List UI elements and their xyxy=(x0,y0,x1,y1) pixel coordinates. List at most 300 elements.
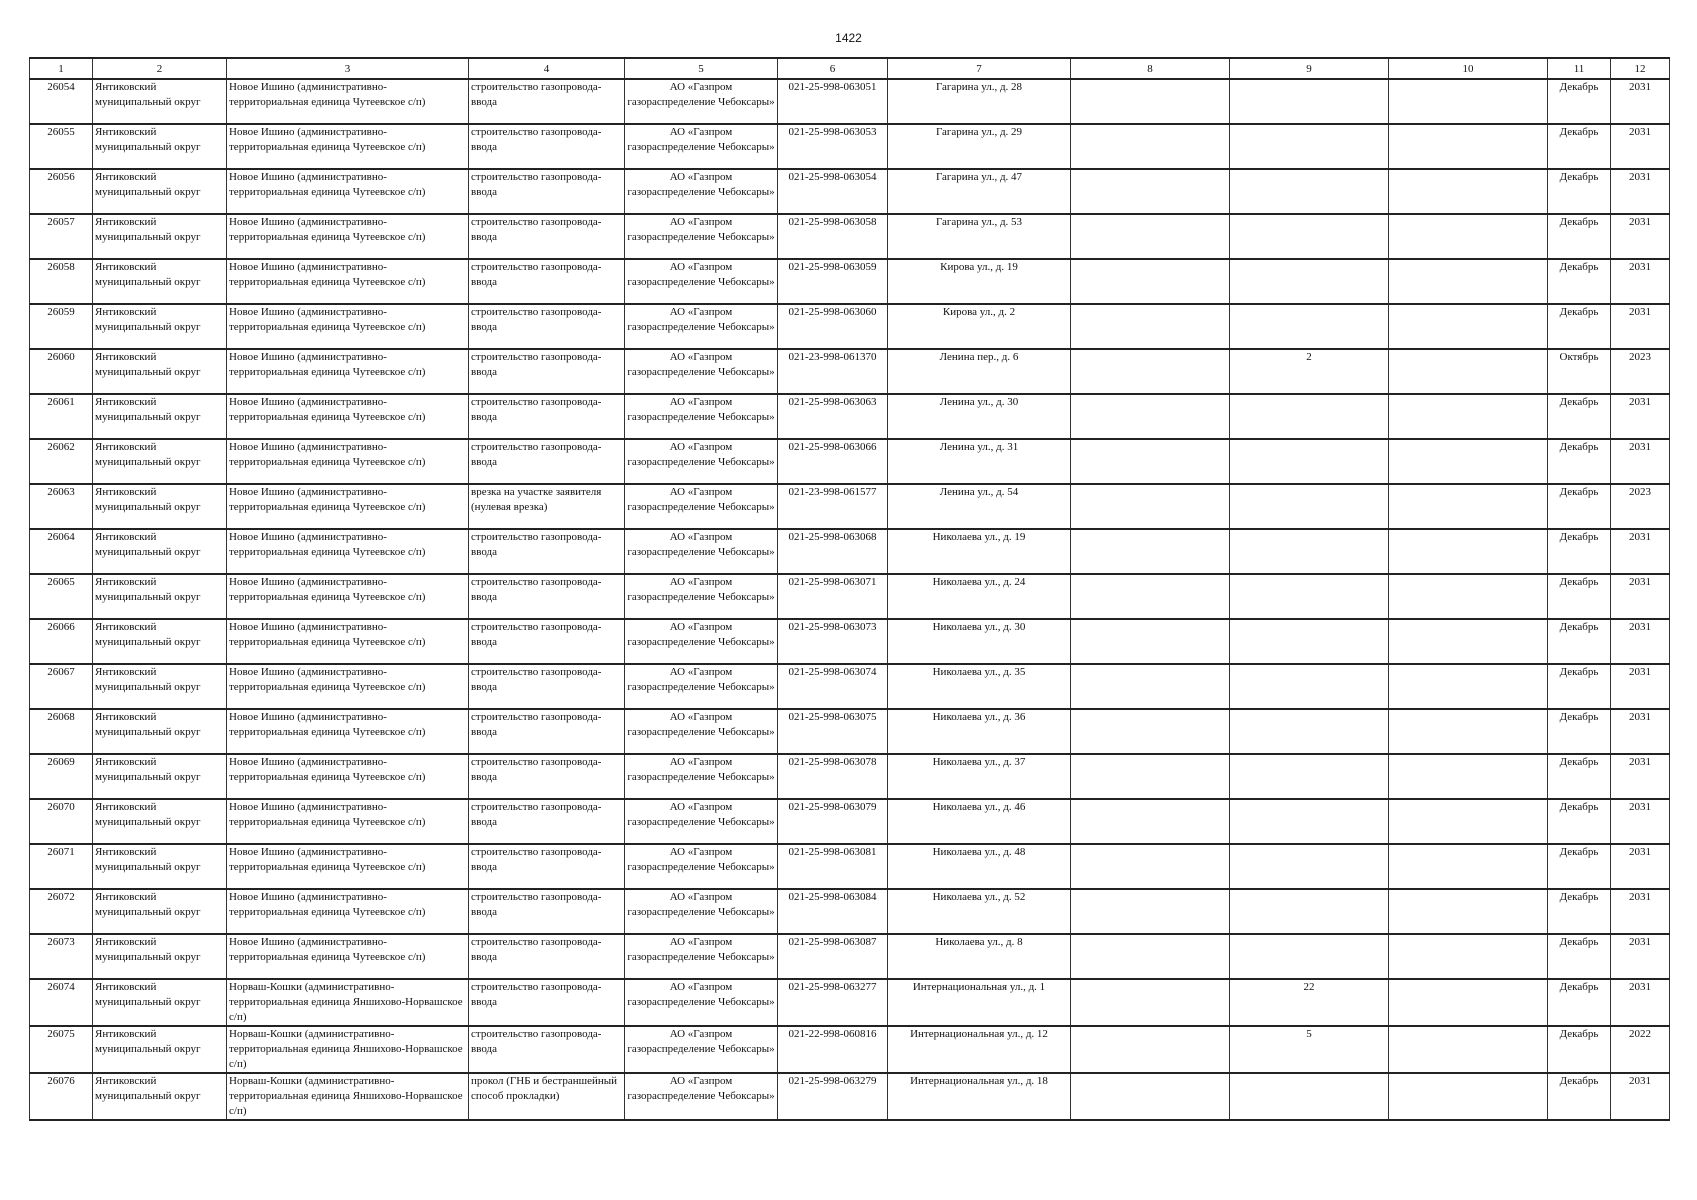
column-8-cell xyxy=(1071,394,1230,439)
month-cell: Декабрь xyxy=(1548,574,1611,619)
application-code-cell: 021-25-998-063059 xyxy=(778,259,888,304)
work-type-cell: строительство газопровода-ввода xyxy=(469,304,625,349)
settlement-cell: Норваш-Кошки (административно-территориальная единица Яншихово-Норвашское с/п) xyxy=(227,979,469,1026)
organization-cell: АО «Газпром газораспределение Чебоксары» xyxy=(625,169,778,214)
work-type-cell: строительство газопровода-ввода xyxy=(469,754,625,799)
address-cell: Ленина пер., д. 6 xyxy=(888,349,1071,394)
district-cell: Янтиковский муниципальный округ xyxy=(93,844,227,889)
district-cell: Янтиковский муниципальный округ xyxy=(93,484,227,529)
address-cell: Николаева ул., д. 30 xyxy=(888,619,1071,664)
table-row xyxy=(30,349,1670,394)
column-9-cell xyxy=(1230,844,1389,889)
column-8-cell xyxy=(1071,349,1230,394)
column-8-cell xyxy=(1071,529,1230,574)
row-number: 26071 xyxy=(30,844,93,889)
district-cell: Янтиковский муниципальный округ xyxy=(93,214,227,259)
organization-cell: АО «Газпром газораспределение Чебоксары» xyxy=(625,664,778,709)
column-9-cell xyxy=(1230,214,1389,259)
organization-cell: АО «Газпром газораспределение Чебоксары» xyxy=(625,934,778,979)
header-row xyxy=(30,58,1670,79)
column-10-cell xyxy=(1389,394,1548,439)
month-cell: Декабрь xyxy=(1548,889,1611,934)
month-cell: Декабрь xyxy=(1548,709,1611,754)
table-row xyxy=(30,394,1670,439)
settlement-cell: Новое Ишино (административно-территориальная единица Чутеевское с/п) xyxy=(227,619,469,664)
organization-cell: АО «Газпром газораспределение Чебоксары» xyxy=(625,979,778,1026)
settlement-cell: Новое Ишино (административно-территориальная единица Чутеевское с/п) xyxy=(227,79,469,124)
district-cell: Янтиковский муниципальный округ xyxy=(93,349,227,394)
column-8-cell xyxy=(1071,439,1230,484)
column-header-2: 2 xyxy=(93,58,227,79)
application-code-cell: 021-25-998-063074 xyxy=(778,664,888,709)
column-9-cell xyxy=(1230,169,1389,214)
application-code-cell: 021-25-998-063053 xyxy=(778,124,888,169)
column-8-cell xyxy=(1071,664,1230,709)
district-cell: Янтиковский муниципальный округ xyxy=(93,574,227,619)
column-8-cell xyxy=(1071,484,1230,529)
district-cell: Янтиковский муниципальный округ xyxy=(93,799,227,844)
row-number: 26076 xyxy=(30,1073,93,1120)
year-cell: 2031 xyxy=(1611,934,1670,979)
application-code-cell: 021-25-998-063277 xyxy=(778,979,888,1026)
application-code-cell: 021-25-998-063051 xyxy=(778,79,888,124)
district-cell: Янтиковский муниципальный округ xyxy=(93,304,227,349)
month-cell: Декабрь xyxy=(1548,799,1611,844)
address-cell: Николаева ул., д. 37 xyxy=(888,754,1071,799)
column-9-cell: 2 xyxy=(1230,349,1389,394)
column-header-7: 7 xyxy=(888,58,1071,79)
column-8-cell xyxy=(1071,1026,1230,1073)
organization-cell: АО «Газпром газораспределение Чебоксары» xyxy=(625,1073,778,1120)
month-cell: Декабрь xyxy=(1548,934,1611,979)
month-cell: Декабрь xyxy=(1548,259,1611,304)
organization-cell: АО «Газпром газораспределение Чебоксары» xyxy=(625,439,778,484)
application-code-cell: 021-23-998-061577 xyxy=(778,484,888,529)
row-number: 26059 xyxy=(30,304,93,349)
year-cell: 2031 xyxy=(1611,214,1670,259)
column-header-3: 3 xyxy=(227,58,469,79)
row-number: 26056 xyxy=(30,169,93,214)
column-header-1: 1 xyxy=(30,58,93,79)
column-header-8: 8 xyxy=(1071,58,1230,79)
column-9-cell xyxy=(1230,574,1389,619)
month-cell: Декабрь xyxy=(1548,214,1611,259)
gas-connection-registry-table xyxy=(29,57,1670,1121)
column-header-10: 10 xyxy=(1389,58,1548,79)
work-type-cell: строительство газопровода-ввода xyxy=(469,259,625,304)
organization-cell: АО «Газпром газораспределение Чебоксары» xyxy=(625,889,778,934)
row-number: 26063 xyxy=(30,484,93,529)
column-10-cell xyxy=(1389,709,1548,754)
address-cell: Интернациональная ул., д. 1 xyxy=(888,979,1071,1026)
settlement-cell: Новое Ишино (административно-территориальная единица Чутеевское с/п) xyxy=(227,754,469,799)
column-10-cell xyxy=(1389,844,1548,889)
address-cell: Николаева ул., д. 46 xyxy=(888,799,1071,844)
column-8-cell xyxy=(1071,259,1230,304)
column-8-cell xyxy=(1071,304,1230,349)
column-8-cell xyxy=(1071,1073,1230,1120)
column-8-cell xyxy=(1071,979,1230,1026)
row-number: 26057 xyxy=(30,214,93,259)
work-type-cell: строительство газопровода-ввода xyxy=(469,79,625,124)
year-cell: 2031 xyxy=(1611,394,1670,439)
column-9-cell xyxy=(1230,799,1389,844)
settlement-cell: Новое Ишино (административно-территориальная единица Чутеевское с/п) xyxy=(227,439,469,484)
table-row xyxy=(30,1026,1670,1073)
table-row xyxy=(30,214,1670,259)
address-cell: Николаева ул., д. 52 xyxy=(888,889,1071,934)
year-cell: 2022 xyxy=(1611,1026,1670,1073)
month-cell: Декабрь xyxy=(1548,484,1611,529)
column-9-cell xyxy=(1230,484,1389,529)
column-8-cell xyxy=(1071,844,1230,889)
settlement-cell: Новое Ишино (административно-территориальная единица Чутеевское с/п) xyxy=(227,259,469,304)
table-row xyxy=(30,484,1670,529)
year-cell: 2031 xyxy=(1611,709,1670,754)
application-code-cell: 021-25-998-063087 xyxy=(778,934,888,979)
work-type-cell: строительство газопровода-ввода xyxy=(469,124,625,169)
settlement-cell: Новое Ишино (административно-территориальная единица Чутеевское с/п) xyxy=(227,529,469,574)
year-cell: 2031 xyxy=(1611,304,1670,349)
row-number: 26072 xyxy=(30,889,93,934)
district-cell: Янтиковский муниципальный округ xyxy=(93,394,227,439)
organization-cell: АО «Газпром газораспределение Чебоксары» xyxy=(625,259,778,304)
column-9-cell xyxy=(1230,79,1389,124)
column-8-cell xyxy=(1071,709,1230,754)
table-row xyxy=(30,799,1670,844)
organization-cell: АО «Газпром газораспределение Чебоксары» xyxy=(625,394,778,439)
row-number: 26061 xyxy=(30,394,93,439)
row-number: 26073 xyxy=(30,934,93,979)
district-cell: Янтиковский муниципальный округ xyxy=(93,1073,227,1120)
table-row xyxy=(30,574,1670,619)
column-header-12: 12 xyxy=(1611,58,1670,79)
address-cell: Николаева ул., д. 24 xyxy=(888,574,1071,619)
organization-cell: АО «Газпром газораспределение Чебоксары» xyxy=(625,529,778,574)
column-header-9: 9 xyxy=(1230,58,1389,79)
district-cell: Янтиковский муниципальный округ xyxy=(93,664,227,709)
organization-cell: АО «Газпром газораспределение Чебоксары» xyxy=(625,574,778,619)
table-row xyxy=(30,259,1670,304)
table-body xyxy=(30,79,1670,1120)
settlement-cell: Новое Ишино (административно-территориальная единица Чутеевское с/п) xyxy=(227,349,469,394)
work-type-cell: строительство газопровода-ввода xyxy=(469,529,625,574)
district-cell: Янтиковский муниципальный округ xyxy=(93,124,227,169)
row-number: 26075 xyxy=(30,1026,93,1073)
column-10-cell xyxy=(1389,1073,1548,1120)
column-9-cell xyxy=(1230,619,1389,664)
address-cell: Ленина ул., д. 54 xyxy=(888,484,1071,529)
organization-cell: АО «Газпром газораспределение Чебоксары» xyxy=(625,214,778,259)
column-10-cell xyxy=(1389,664,1548,709)
district-cell: Янтиковский муниципальный округ xyxy=(93,1026,227,1073)
table-row xyxy=(30,934,1670,979)
column-8-cell xyxy=(1071,574,1230,619)
organization-cell: АО «Газпром газораспределение Чебоксары» xyxy=(625,619,778,664)
application-code-cell: 021-25-998-063073 xyxy=(778,619,888,664)
settlement-cell: Новое Ишино (административно-территориальная единица Чутеевское с/п) xyxy=(227,169,469,214)
work-type-cell: строительство газопровода-ввода xyxy=(469,439,625,484)
address-cell: Гагарина ул., д. 28 xyxy=(888,79,1071,124)
column-10-cell xyxy=(1389,439,1548,484)
year-cell: 2031 xyxy=(1611,799,1670,844)
row-number: 26065 xyxy=(30,574,93,619)
year-cell: 2031 xyxy=(1611,259,1670,304)
month-cell: Декабрь xyxy=(1548,619,1611,664)
year-cell: 2031 xyxy=(1611,169,1670,214)
settlement-cell: Новое Ишино (административно-территориальная единица Чутеевское с/п) xyxy=(227,214,469,259)
column-9-cell xyxy=(1230,889,1389,934)
column-9-cell: 5 xyxy=(1230,1026,1389,1073)
address-cell: Николаева ул., д. 8 xyxy=(888,934,1071,979)
year-cell: 2031 xyxy=(1611,754,1670,799)
column-8-cell xyxy=(1071,169,1230,214)
address-cell: Гагарина ул., д. 29 xyxy=(888,124,1071,169)
month-cell: Октябрь xyxy=(1548,349,1611,394)
work-type-cell: врезка на участке заявителя (нулевая врезка) xyxy=(469,484,625,529)
district-cell: Янтиковский муниципальный округ xyxy=(93,889,227,934)
year-cell: 2031 xyxy=(1611,664,1670,709)
table-row xyxy=(30,169,1670,214)
month-cell: Декабрь xyxy=(1548,844,1611,889)
column-header-4: 4 xyxy=(469,58,625,79)
column-8-cell xyxy=(1071,619,1230,664)
work-type-cell: строительство газопровода-ввода xyxy=(469,169,625,214)
application-code-cell: 021-23-998-061370 xyxy=(778,349,888,394)
column-8-cell xyxy=(1071,124,1230,169)
column-8-cell xyxy=(1071,889,1230,934)
organization-cell: АО «Газпром газораспределение Чебоксары» xyxy=(625,349,778,394)
table-row xyxy=(30,529,1670,574)
row-number: 26058 xyxy=(30,259,93,304)
organization-cell: АО «Газпром газораспределение Чебоксары» xyxy=(625,709,778,754)
column-10-cell xyxy=(1389,1026,1548,1073)
month-cell: Декабрь xyxy=(1548,124,1611,169)
district-cell: Янтиковский муниципальный округ xyxy=(93,79,227,124)
year-cell: 2031 xyxy=(1611,574,1670,619)
address-cell: Интернациональная ул., д. 18 xyxy=(888,1073,1071,1120)
table-row xyxy=(30,979,1670,1026)
column-10-cell xyxy=(1389,934,1548,979)
district-cell: Янтиковский муниципальный округ xyxy=(93,529,227,574)
application-code-cell: 021-25-998-063081 xyxy=(778,844,888,889)
year-cell: 2031 xyxy=(1611,844,1670,889)
column-10-cell xyxy=(1389,79,1548,124)
district-cell: Янтиковский муниципальный округ xyxy=(93,259,227,304)
organization-cell: АО «Газпром газораспределение Чебоксары» xyxy=(625,79,778,124)
row-number: 26069 xyxy=(30,754,93,799)
table-row xyxy=(30,439,1670,484)
year-cell: 2023 xyxy=(1611,349,1670,394)
row-number: 26074 xyxy=(30,979,93,1026)
column-10-cell xyxy=(1389,889,1548,934)
column-header-5: 5 xyxy=(625,58,778,79)
application-code-cell: 021-25-998-063078 xyxy=(778,754,888,799)
month-cell: Декабрь xyxy=(1548,1073,1611,1120)
work-type-cell: строительство газопровода-ввода xyxy=(469,394,625,439)
column-9-cell xyxy=(1230,709,1389,754)
application-code-cell: 021-25-998-063075 xyxy=(778,709,888,754)
row-number: 26062 xyxy=(30,439,93,484)
work-type-cell: строительство газопровода-ввода xyxy=(469,664,625,709)
address-cell: Интернациональная ул., д. 12 xyxy=(888,1026,1071,1073)
address-cell: Гагарина ул., д. 53 xyxy=(888,214,1071,259)
column-9-cell xyxy=(1230,529,1389,574)
month-cell: Декабрь xyxy=(1548,439,1611,484)
organization-cell: АО «Газпром газораспределение Чебоксары» xyxy=(625,124,778,169)
settlement-cell: Норваш-Кошки (административно-территориальная единица Яншихово-Норвашское с/п) xyxy=(227,1026,469,1073)
row-number: 26070 xyxy=(30,799,93,844)
year-cell: 2031 xyxy=(1611,124,1670,169)
column-10-cell xyxy=(1389,484,1548,529)
column-9-cell xyxy=(1230,934,1389,979)
work-type-cell: строительство газопровода-ввода xyxy=(469,844,625,889)
column-9-cell: 22 xyxy=(1230,979,1389,1026)
column-8-cell xyxy=(1071,934,1230,979)
work-type-cell: строительство газопровода-ввода xyxy=(469,214,625,259)
column-8-cell xyxy=(1071,214,1230,259)
application-code-cell: 021-25-998-063066 xyxy=(778,439,888,484)
application-code-cell: 021-25-998-063063 xyxy=(778,394,888,439)
application-code-cell: 021-25-998-063071 xyxy=(778,574,888,619)
row-number: 26066 xyxy=(30,619,93,664)
organization-cell: АО «Газпром газораспределение Чебоксары» xyxy=(625,754,778,799)
address-cell: Ленина ул., д. 31 xyxy=(888,439,1071,484)
row-number: 26067 xyxy=(30,664,93,709)
work-type-cell: строительство газопровода-ввода xyxy=(469,619,625,664)
column-10-cell xyxy=(1389,349,1548,394)
year-cell: 2031 xyxy=(1611,79,1670,124)
column-9-cell xyxy=(1230,394,1389,439)
organization-cell: АО «Газпром газораспределение Чебоксары» xyxy=(625,844,778,889)
column-9-cell xyxy=(1230,304,1389,349)
table-row xyxy=(30,79,1670,124)
work-type-cell: строительство газопровода-ввода xyxy=(469,349,625,394)
row-number: 26064 xyxy=(30,529,93,574)
column-8-cell xyxy=(1071,754,1230,799)
column-10-cell xyxy=(1389,304,1548,349)
column-8-cell xyxy=(1071,799,1230,844)
column-10-cell xyxy=(1389,259,1548,304)
year-cell: 2031 xyxy=(1611,439,1670,484)
table-row xyxy=(30,889,1670,934)
district-cell: Янтиковский муниципальный округ xyxy=(93,169,227,214)
address-cell: Ленина ул., д. 30 xyxy=(888,394,1071,439)
table-row xyxy=(30,709,1670,754)
month-cell: Декабрь xyxy=(1548,529,1611,574)
settlement-cell: Новое Ишино (административно-территориальная единица Чутеевское с/п) xyxy=(227,664,469,709)
district-cell: Янтиковский муниципальный округ xyxy=(93,754,227,799)
year-cell: 2031 xyxy=(1611,979,1670,1026)
district-cell: Янтиковский муниципальный округ xyxy=(93,439,227,484)
application-code-cell: 021-25-998-063079 xyxy=(778,799,888,844)
column-10-cell xyxy=(1389,124,1548,169)
column-9-cell xyxy=(1230,1073,1389,1120)
organization-cell: АО «Газпром газораспределение Чебоксары» xyxy=(625,484,778,529)
row-number: 26054 xyxy=(30,79,93,124)
column-9-cell xyxy=(1230,124,1389,169)
work-type-cell: строительство газопровода-ввода xyxy=(469,1026,625,1073)
application-code-cell: 021-25-998-063060 xyxy=(778,304,888,349)
row-number: 26055 xyxy=(30,124,93,169)
settlement-cell: Новое Ишино (административно-территориальная единица Чутеевское с/п) xyxy=(227,709,469,754)
month-cell: Декабрь xyxy=(1548,664,1611,709)
month-cell: Декабрь xyxy=(1548,979,1611,1026)
column-10-cell xyxy=(1389,529,1548,574)
settlement-cell: Новое Ишино (административно-территориальная единица Чутеевское с/п) xyxy=(227,394,469,439)
district-cell: Янтиковский муниципальный округ xyxy=(93,934,227,979)
work-type-cell: строительство газопровода-ввода xyxy=(469,889,625,934)
application-code-cell: 021-22-998-060816 xyxy=(778,1026,888,1073)
settlement-cell: Норваш-Кошки (административно-территориальная единица Яншихово-Норвашское с/п) xyxy=(227,1073,469,1120)
column-10-cell xyxy=(1389,574,1548,619)
address-cell: Кирова ул., д. 2 xyxy=(888,304,1071,349)
table-row xyxy=(30,619,1670,664)
work-type-cell: прокол (ГНБ и бестраншейный способ прокладки) xyxy=(469,1073,625,1120)
settlement-cell: Новое Ишино (административно-территориальная единица Чутеевское с/п) xyxy=(227,304,469,349)
organization-cell: АО «Газпром газораспределение Чебоксары» xyxy=(625,1026,778,1073)
column-9-cell xyxy=(1230,754,1389,799)
row-number: 26060 xyxy=(30,349,93,394)
month-cell: Декабрь xyxy=(1548,1026,1611,1073)
table-row xyxy=(30,844,1670,889)
address-cell: Николаева ул., д. 19 xyxy=(888,529,1071,574)
organization-cell: АО «Газпром газораспределение Чебоксары» xyxy=(625,799,778,844)
work-type-cell: строительство газопровода-ввода xyxy=(469,574,625,619)
year-cell: 2031 xyxy=(1611,1073,1670,1120)
address-cell: Кирова ул., д. 19 xyxy=(888,259,1071,304)
settlement-cell: Новое Ишино (административно-территориальная единица Чутеевское с/п) xyxy=(227,889,469,934)
application-code-cell: 021-25-998-063068 xyxy=(778,529,888,574)
column-header-6: 6 xyxy=(778,58,888,79)
month-cell: Декабрь xyxy=(1548,169,1611,214)
district-cell: Янтиковский муниципальный округ xyxy=(93,979,227,1026)
table-row xyxy=(30,304,1670,349)
column-10-cell xyxy=(1389,799,1548,844)
district-cell: Янтиковский муниципальный округ xyxy=(93,709,227,754)
column-10-cell xyxy=(1389,214,1548,259)
work-type-cell: строительство газопровода-ввода xyxy=(469,709,625,754)
column-header-11: 11 xyxy=(1548,58,1611,79)
work-type-cell: строительство газопровода-ввода xyxy=(469,799,625,844)
application-code-cell: 021-25-998-063279 xyxy=(778,1073,888,1120)
application-code-cell: 021-25-998-063084 xyxy=(778,889,888,934)
table-row xyxy=(30,664,1670,709)
settlement-cell: Новое Ишино (административно-территориальная единица Чутеевское с/п) xyxy=(227,934,469,979)
row-number: 26068 xyxy=(30,709,93,754)
month-cell: Декабрь xyxy=(1548,304,1611,349)
table-row xyxy=(30,124,1670,169)
work-type-cell: строительство газопровода-ввода xyxy=(469,934,625,979)
settlement-cell: Новое Ишино (административно-территориальная единица Чутеевское с/п) xyxy=(227,844,469,889)
month-cell: Декабрь xyxy=(1548,394,1611,439)
column-9-cell xyxy=(1230,259,1389,304)
application-code-cell: 021-25-998-063058 xyxy=(778,214,888,259)
year-cell: 2031 xyxy=(1611,529,1670,574)
address-cell: Николаева ул., д. 36 xyxy=(888,709,1071,754)
column-10-cell xyxy=(1389,754,1548,799)
column-9-cell xyxy=(1230,664,1389,709)
settlement-cell: Новое Ишино (административно-территориальная единица Чутеевское с/п) xyxy=(227,484,469,529)
settlement-cell: Новое Ишино (административно-территориальная единица Чутеевское с/п) xyxy=(227,124,469,169)
settlement-cell: Новое Ишино (административно-территориальная единица Чутеевское с/п) xyxy=(227,799,469,844)
month-cell: Декабрь xyxy=(1548,754,1611,799)
page-number: 1422 xyxy=(835,31,862,45)
settlement-cell: Новое Ишино (административно-территориальная единица Чутеевское с/п) xyxy=(227,574,469,619)
column-10-cell xyxy=(1389,979,1548,1026)
year-cell: 2031 xyxy=(1611,619,1670,664)
month-cell: Декабрь xyxy=(1548,79,1611,124)
